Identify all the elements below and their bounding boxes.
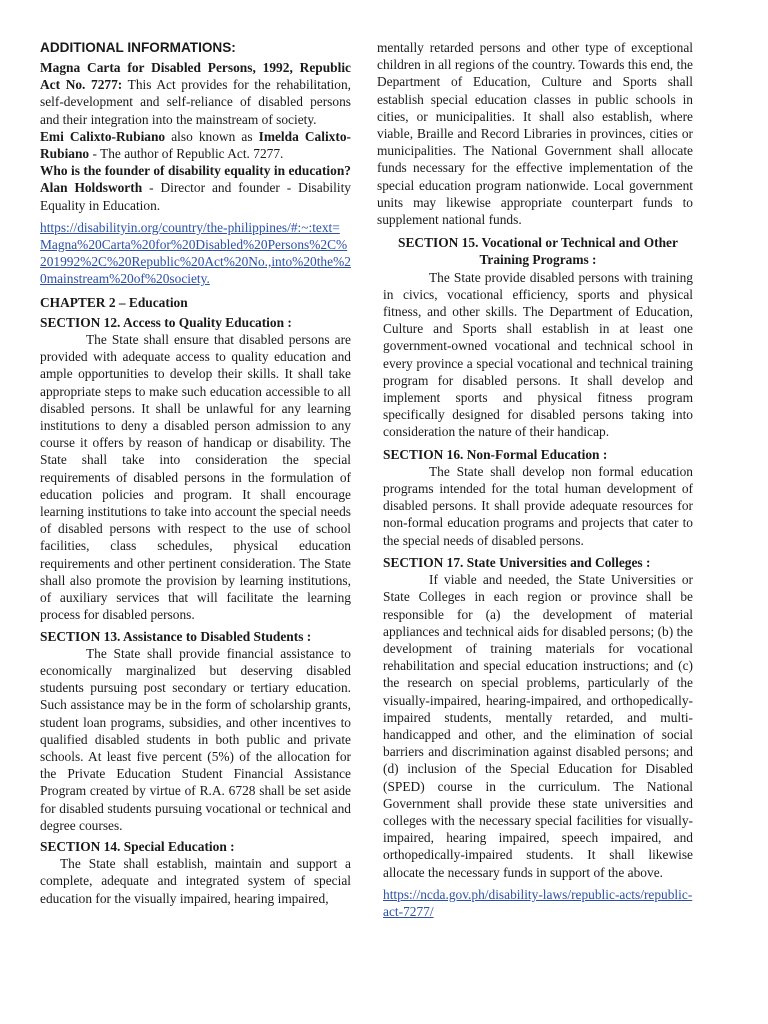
magna-carta-title: Magna Carta for Disabled Persons	[40, 60, 253, 75]
section-14-body-start: The State shall establish, maintain and support a complete, adequate and integrated system of special education for the visually impaired, hearing impaired,	[40, 856, 351, 906]
section-16-title: SECTION 16. Non-Formal Education :	[383, 446, 608, 462]
section-14-title: SECTION 14. Special Education :	[40, 838, 235, 854]
reference-link-1[interactable]: https://disabilityin.org/country/the-philippines/#:~:text=Magna%20Carta%20for%20Disabled%20Persons%2C%201992%2C%20Republic%20Act%20No.,into%20the%20mainstream%20of%20society.	[40, 219, 351, 287]
founder-paragraph	[40, 162, 351, 214]
section-15-body: The State provide disabled persons with training in civics, vocational efficiency, sports and physical fitness, and other skills. The Department of Education, Culture and Sports shall establish in at least one government-owned vocational and technical school in every province a special vocational and technical training program for disabled persons. It shall develop and implement sports and physical fitness program specifically designed for disabled persons taking into consideration the nature of their handicap.	[383, 269, 693, 440]
magna-carta-text: This Act provides for the rehabilitation, self-development and self-reliance of disabled persons and their integration into the mainstream of society.	[40, 77, 351, 127]
left-column	[40, 38, 351, 907]
reference-link-1-wrap	[40, 219, 351, 288]
right-column	[377, 39, 693, 920]
author-aka: also known as	[165, 128, 259, 144]
author-paragraph	[40, 128, 351, 162]
author-name: Emi Calixto-Rubiano	[40, 128, 166, 144]
section-13-title: SECTION 13. Assistance to Disabled Students :	[40, 628, 312, 644]
author-alias: Imelda Calixto-Rubiano	[40, 128, 351, 162]
reference-link-2[interactable]: https://ncda.gov.ph/disability-laws/republic-acts/republic-act-7277/	[383, 886, 693, 919]
founder-question: Who is the founder of disability equality in education? Alan Holdsworth	[40, 163, 351, 196]
reference-link-2-wrap	[383, 886, 693, 920]
magna-carta-law: , 1992, Republic Act No. 7277:	[40, 60, 352, 93]
additional-info-heading: ADDITIONAL INFORMATIONS:	[40, 40, 236, 55]
section-14-body-continued: mentally retarded persons and other type of exceptional children in all regions of the country. Towards this end, the Department of Education, Culture and Sports shall establish special education classes in public schools in cities, or municipalities. It shall also establish, where viable, Braille and Record Libraries in provinces, cities or municipalities. The National Government shall allocate funds necessary for the effective implementation of the special education program nationwide. Local government units may likewise appropriate counterpart funds to supplement national funds.	[377, 40, 693, 228]
section-17-body: If viable and needed, the State Universities or State Colleges in each region or province shall be responsible for (a) the development of material appliances and technical aids for disabled persons; (b) the development of training materials for vocational rehabilitation and special education instructions; and (c) the research on special problems, particularly of the visually-impaired, hearing-impaired, and orthopedically-impaired students, mentally retarded, and multi-handicapped and other, and the elimination of social barriers and discrimination against disabled persons; and (d) inclusion of the Special Education for Disabled (SPED) course in the curriculum. The National Government shall provide these state universities and colleges with the necessary special facilities for visually-impaired, hearing impaired, speech impaired, and orthopedically-impaired students. It shall likewise allocate the necessary funds in support of the above.	[383, 572, 693, 880]
author-text: - The author of Republic Act. 7277.	[89, 146, 284, 162]
founder-text: - Director and founder - Disability Equality in Education.	[40, 180, 351, 213]
right-column-sections	[383, 234, 693, 920]
section-13-body: The State shall provide financial assistance to economically marginalized but deserving disabled students pursuing post secondary or tertiary education. Such assistance may be in the form of scholarship grants, student loan programs, subsidies, and other incentives to qualified disabled students in both public and private schools. At least five percent (5%) of the allocation for the Private Education Student Financial Assistance Program created by virtue of R.A. 6728 shall be set aside for disabled students pursuing vocational or technical and degree courses.	[40, 645, 351, 833]
chapter-heading: CHAPTER 2 – Education	[40, 294, 188, 310]
section-16-body: The State shall develop non formal education programs intended for the total human development of disabled persons. It shall provide adequate resources for non-formal education programs and projects that cater to the special needs of disabled persons.	[383, 463, 693, 548]
section-12-body: The State shall ensure that disabled persons are provided with adequate access to quality education and ample opportunities to develop their skills. It shall take appropriate steps to make such education accessible to all disabled persons. It shall be unlawful for any learning institutions to deny a disabled person admission to any course it offers by reason of handicap or disability. The State shall take into consideration the special requirements of disabled persons in the formulation of education policies and program. It shall encourage learning institutions to take into account the special needs of disabled persons with respect to the use of school facilities, class schedules, physical education requirements and other pertinent consideration. The State shall also promote the provision by learning institutions, of auxiliary services that will facilitate the learning process for disabled persons.	[40, 332, 351, 623]
section-17-title: SECTION 17. State Universities and Colleges :	[383, 554, 651, 570]
section-15-title: SECTION 15. Vocational or Technical and Other Training Programs :	[398, 235, 678, 268]
magna-carta-paragraph	[40, 59, 351, 128]
section-12-title: SECTION 12. Access to Quality Education :	[40, 314, 292, 330]
